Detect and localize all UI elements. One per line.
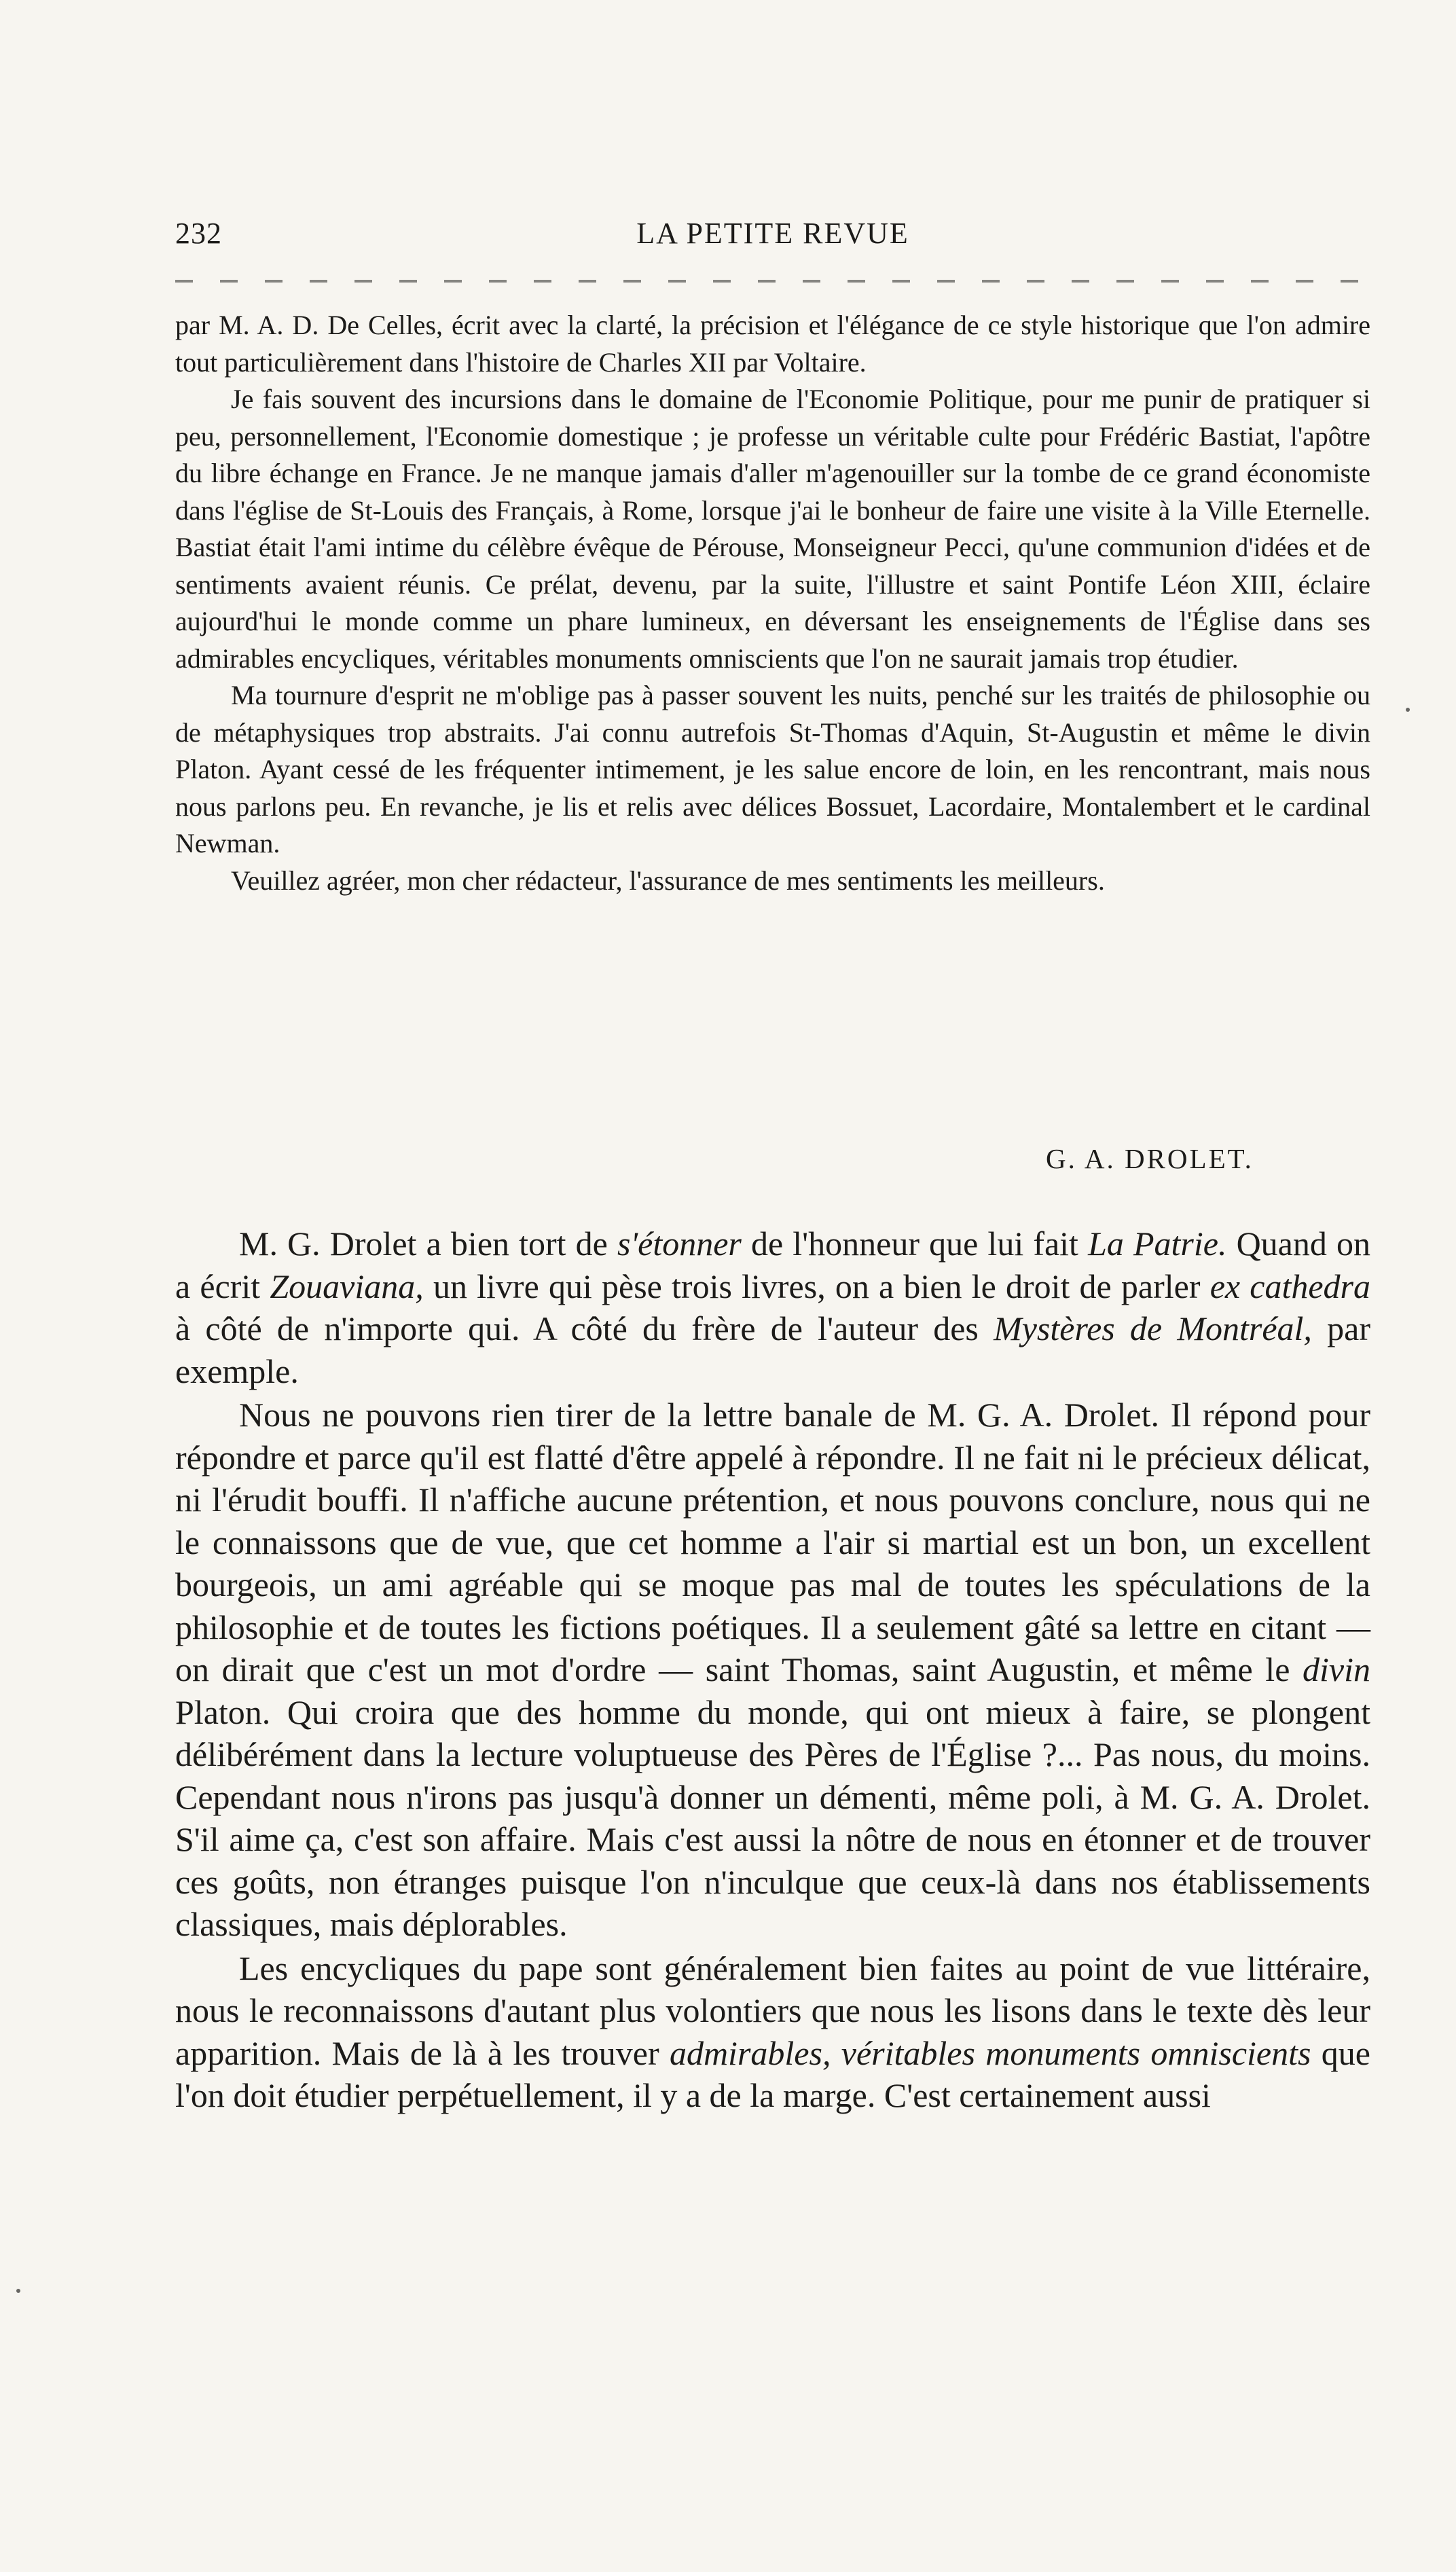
speck-mark (16, 2289, 20, 2293)
editorial-body (175, 1222, 1370, 2117)
text-run: Platon. Qui croira que des homme du monde, qui ont mieux à faire, se plongent délibérément dans la lecture voluptueuse des Pères de l'Église ?... Pas nous, du moins. Cependant nous n'irons pas jusqu'à donner un démenti, même poli, à M. G. A. Drolet. S'il aime ça, c'est son affaire. Mais c'est aussi la nôtre de nous en étonner et de trouver ces goûts, non étranges puisque l'on n'inculque que ceux-là dans nos établissements classiques, mais déplorables. (175, 1692, 1370, 1943)
running-title: LA PETITE REVUE (636, 217, 909, 250)
text-run: par exemple. (175, 1309, 1370, 1390)
header-rule (175, 280, 1370, 283)
italic-run: divin (1303, 1650, 1370, 1688)
text-run: Quand on a écrit (175, 1225, 1370, 1305)
italic-run: ex cathedra (1209, 1267, 1371, 1305)
editorial-paragraph-3 (175, 1947, 1370, 2117)
letter-paragraph-2: Je fais souvent des incursions dans le domaine de l'Economie Politique, pour me punir de pratiquer si peu, personnellement, l'Economie domestique ; je professe un véritable culte pour Frédéric Bastiat, l'apôtre du libre échange en France. Je ne manque jamais d'aller m'agenouiller sur la tombe de ce grand économiste dans l'église de St-Louis des Français, à Rome, lorsque j'ai le bonheur de faire une visite à la Ville Eternelle. Bastiat était l'ami intime du célèbre évêque de Pérouse, Monseigneur Pecci, qu'une communion d'idées et de sentiments avaient réunis. Ce prélat, devenu, par la suite, l'illustre et saint Pontife Léon XIII, éclaire aujourd'hui le monde comme un phare lumineux, en déversant les enseignements de l'Église dans ses admirables encycliques, véritables monuments omniscients que l'on ne saurait jamais trop étudier. (175, 384, 1370, 674)
running-head (175, 216, 1370, 257)
italic-run: s'étonner (617, 1225, 742, 1263)
text-run: de l'honneur que lui fait (741, 1225, 1089, 1263)
text-run: un livre qui pèse trois livres, on a bien le droit de parler (423, 1267, 1210, 1305)
text-run: M. G. Drolet a bien tort de (239, 1225, 617, 1263)
italic-run: La Patrie. (1088, 1225, 1227, 1263)
editorial-paragraph-1 (175, 1222, 1370, 1392)
text-run: Nous ne pouvons rien tirer de la lettre banale de M. G. A. Drolet. Il répond pour répondre et parce qu'il est flatté d'être appelé à répondre. Il ne fait ni le précieux délicat, ni l'érudit bouffi. Il n'affiche aucune prétention, et nous pouvons conclure, nous qui ne le connaissons que de vue, que cet homme a l'air si martial est un bon, un excellent bourgeois, un ami agréable qui se moque pas mal de toutes les spéculations de la philosophie et de toutes les fictions poétiques. Il a seulement gâté sa lettre en citant — on dirait que c'est un mot d'ordre — saint Thomas, saint Augustin, et même le (175, 1396, 1370, 1688)
italic-run: admirables, véritables monuments omniscients (669, 2033, 1311, 2072)
text-run: à côté de n'importe qui. A côté du frère de l'auteur des (175, 1309, 994, 1347)
text-run: Les encycliques du pape sont généralement bien faites au point de vue littéraire, nous le reconnaissons d'autant plus volontiers que nous les lisons dans le texte dès leur apparition. Mais de là à les trouver (175, 1949, 1370, 2072)
speck-mark (1406, 708, 1410, 712)
letter-paragraph-1: par M. A. D. De Celles, écrit avec la clarté, la précision et l'élégance de ce style historique que l'on admire tout particulièrement dans l'histoire de Charles XII par Voltaire. (175, 310, 1370, 378)
italic-run: Zouaviana, (270, 1267, 424, 1305)
letter-signature: G. A. DROLET. (1046, 1143, 1254, 1174)
letter-paragraph-3: Ma tournure d'esprit ne m'oblige pas à passer souvent les nuits, penché sur les traités de philosophie ou de métaphysiques trop abstraits. J'ai connu autrefois St-Thomas d'Aquin, St-Augustin et même le divin Platon. Ayant cessé de les fréquenter intimement, je les salue encore de loin, en les rencontrant, mais nous nous parlons peu. En revanche, je lis et relis avec délices Bossuet, Lacordaire, Montalembert et le cardinal Newman. (175, 680, 1370, 858)
page-number: 232 (175, 217, 222, 250)
editorial-paragraph-2 (175, 1394, 1370, 1946)
letter-paragraph-4: Veuillez agréer, mon cher rédacteur, l'assurance de mes sentiments les meilleurs. (231, 865, 1105, 896)
letter-body (175, 307, 1370, 899)
italic-run: Mystères de Montréal, (994, 1309, 1312, 1347)
text-run: que l'on doit étudier perpétuellement, il y a de la marge. C'est certainement aussi (175, 2033, 1370, 2114)
